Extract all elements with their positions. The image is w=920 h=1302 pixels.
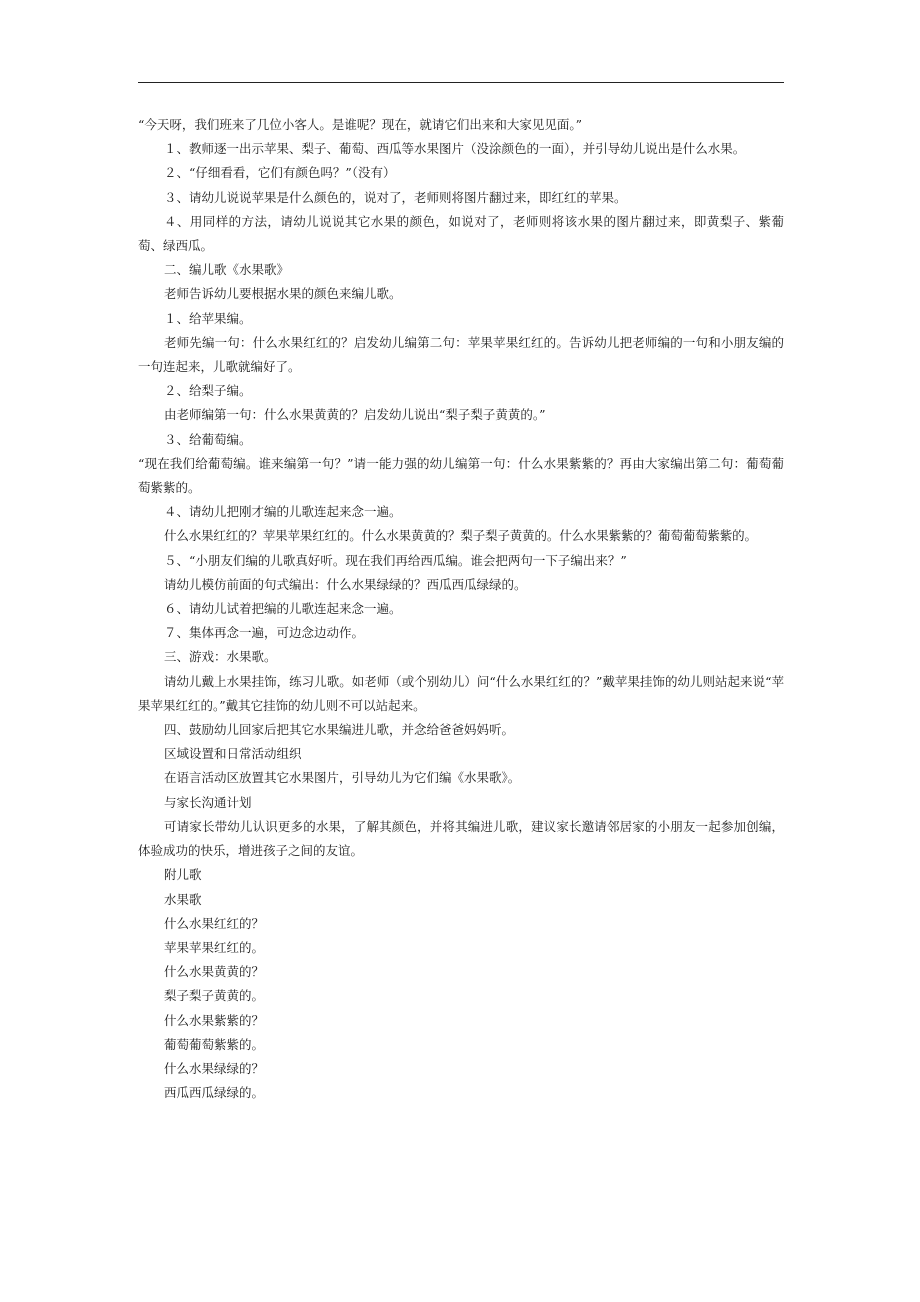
section-heading-home: 四、鼓励幼儿回家后把其它水果编进儿歌，并念给爸爸妈妈听。 xyxy=(164,722,515,738)
parent-plan-detail: 可请家长带幼儿认识更多的水果，了解其颜色，并将其编进儿歌，建议家长邀请邻居家的小朋友一起参加创编，体验成功的快乐，增进孩子之间的友谊。 xyxy=(138,818,784,859)
compose-step-2-detail: 由老师编第一句：什么水果黄黄的？启发幼儿说出“梨子梨子黄黄的。” xyxy=(164,407,546,423)
compose-step-4-detail: 什么水果红红的？苹果苹果红红的。什么水果黄黄的？梨子梨子黄黄的。什么水果紫紫的？葡萄葡萄紫紫的。 xyxy=(164,528,757,544)
song-title: 水果歌 xyxy=(164,891,202,907)
game-detail: 请幼儿戴上水果挂饰，练习儿歌。如老师（或个别幼儿）问“什么水果红红的？”戴苹果挂饰的幼儿则站起来说“苹果苹果红红的。”戴其它挂饰的幼儿则不可以站起来。 xyxy=(138,673,784,713)
appendix-heading: 附儿歌 xyxy=(164,867,202,883)
song-line: 苹果苹果红红的。 xyxy=(164,939,265,955)
compose-step-3: ３、给葡萄编。 xyxy=(164,431,252,447)
song-line: 什么水果黄黄的？ xyxy=(164,964,265,980)
section-heading-compose: 二、编儿歌《水果歌》 xyxy=(164,262,290,278)
compose-step-7: ７、集体再念一遍，可边念边动作。 xyxy=(164,625,365,641)
song-line: 什么水果紫紫的？ xyxy=(164,1012,265,1028)
song-line: 西瓜西瓜绿绿的。 xyxy=(164,1085,265,1101)
intro-quote: “今天呀，我们班来了几位小客人。是谁呢？现在，就请它们出来和大家见见面。” xyxy=(138,117,583,132)
heading-parent-plan: 与家长沟通计划 xyxy=(164,794,252,810)
step-1-show-pictures: １、教师逐一出示苹果、梨子、葡萄、西瓜等水果图片（没涂颜色的一面），并引导幼儿说出是什么水果。 xyxy=(164,141,746,157)
song-line: 什么水果绿绿的？ xyxy=(164,1060,265,1076)
compose-step-5-detail: 请幼儿模仿前面的句式编出：什么水果绿绿的？西瓜西瓜绿绿的。 xyxy=(164,576,527,592)
heading-area-setup: 区域设置和日常活动组织 xyxy=(164,746,302,762)
compose-step-1: １、给苹果编。 xyxy=(164,310,252,326)
song-line: 梨子梨子黄黄的。 xyxy=(164,988,265,1004)
section-heading-game: 三、游戏：水果歌。 xyxy=(164,649,277,665)
compose-step-3-detail: “现在我们给葡萄编。谁来编第一句？”请一能力强的幼儿编第一句：什么水果紫紫的？再由大家编出第二句：葡萄葡萄紫紫的。 xyxy=(138,455,784,496)
header-rule xyxy=(138,82,784,83)
compose-intro: 老师告诉幼儿要根据水果的颜色来编儿歌。 xyxy=(164,286,402,302)
compose-step-2: ２、给梨子编。 xyxy=(164,383,252,399)
compose-step-5: ５、“小朋友们编的儿歌真好听。现在我们再给西瓜编。谁会把两句一下子编出来？” xyxy=(164,552,627,568)
compose-step-4: ４、请幼儿把刚才编的儿歌连起来念一遍。 xyxy=(164,504,402,520)
step-2-ask-color: ２、“仔细看看，它们有颜色吗？”（没有） xyxy=(164,165,396,181)
area-setup-detail: 在语言活动区放置其它水果图片，引导幼儿为它们编《水果歌》。 xyxy=(164,770,521,786)
document-body xyxy=(138,113,784,1105)
compose-step-6: ６、请幼儿试着把编的儿歌连起来念一遍。 xyxy=(164,601,402,617)
step-3-apple-color: ３、请幼儿说说苹果是什么颜色的，说对了，老师则将图片翻过来，即红红的苹果。 xyxy=(164,189,627,205)
song-line: 葡萄葡萄紫紫的。 xyxy=(164,1036,265,1052)
song-line: 什么水果红红的？ xyxy=(164,915,265,931)
step-4-other-fruits: ４、用同样的方法，请幼儿说说其它水果的颜色，如说对了，老师则将该水果的图片翻过来，即黄梨子、紫葡萄、绿西瓜。 xyxy=(138,213,784,254)
compose-step-1-detail: 老师先编一句：什么水果红红的？启发幼儿编第二句：苹果苹果红红的。告诉幼儿把老师编的一句和小朋友编的一句连起来，儿歌就编好了。 xyxy=(138,334,784,375)
